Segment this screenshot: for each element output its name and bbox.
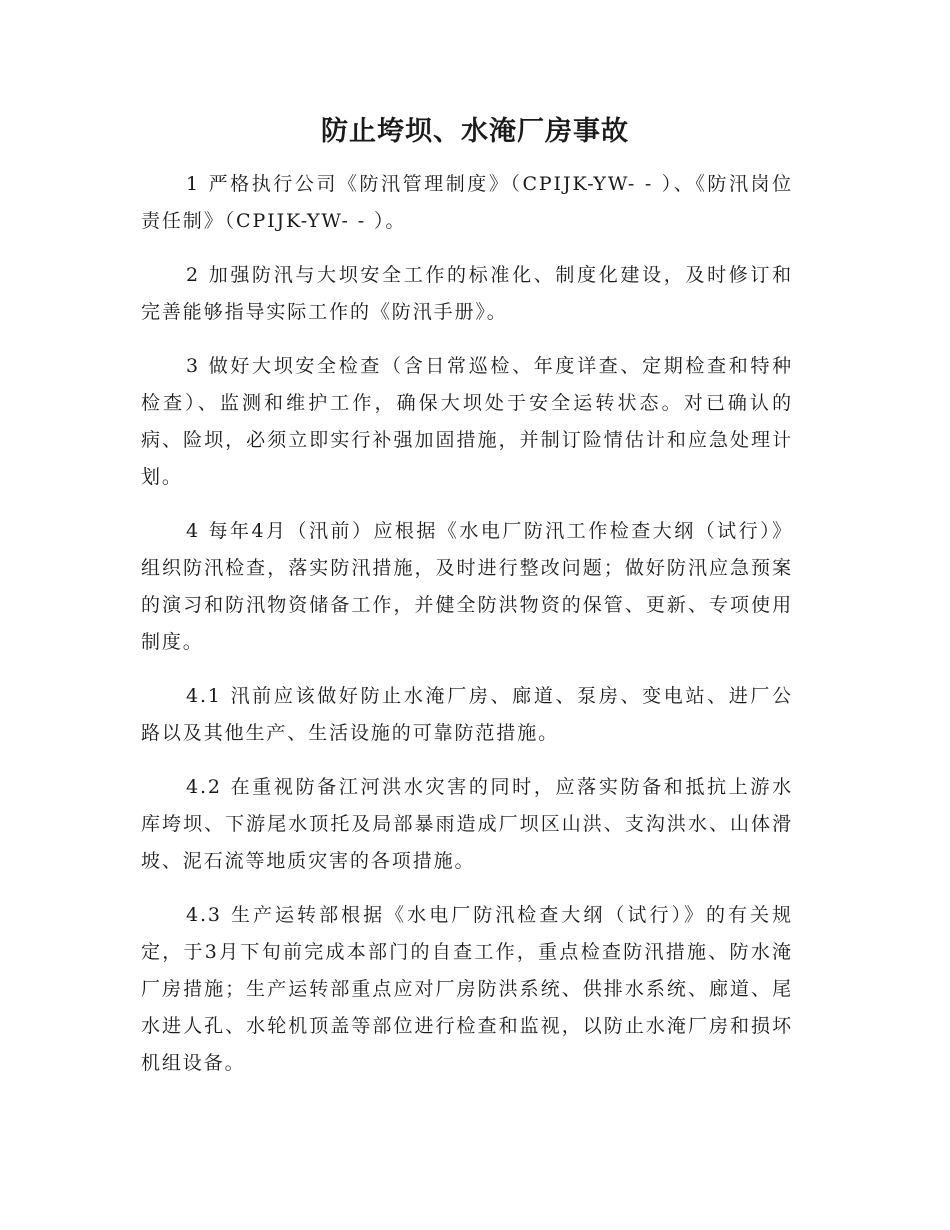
paragraph-2: 2 加强防汛与大坝安全工作的标准化、制度化建设，及时修订和完善能够指导实际工作的《防汛手册》。 [141, 264, 793, 323]
paragraph-4-1: 4.1 汛前应该做好防止水淹厂房、廊道、泵房、变电站、进厂公路以及其他生产、生活设施的可靠防范措施。 [141, 685, 793, 744]
paragraph-3: 3 做好大坝安全检查（含日常巡检、年度详查、定期检查和特种检查）、监测和维护工作，确保大坝处于安全运转状态。对已确认的病、险坝，必须立即实行补强加固措施，并制订险情估计和应急处理计划。 [141, 355, 793, 488]
paragraph-4-2: 4.2 在重视防备江河洪水灾害的同时，应落实防备和抵抗上游水库垮坝、下游尾水顶托及局部暴雨造成厂坝区山洪、支沟洪水、山体滑坡、泥石流等地质灾害的各项措施。 [141, 776, 793, 872]
paragraph-4-3: 4.3 生产运转部根据《水电厂防汛检查大纲（试行）》的有关规定，于3月下旬前完成本部门的自查工作，重点检查防汛措施、防水淹厂房措施；生产运转部重点应对厂房防洪系统、供排水系统、廊道、尾水进人孔、水轮机顶盖等部位进行检查和监视，以防止水淹厂房和损坏机组设备。 [141, 904, 793, 1074]
paragraph-4: 4 每年4月（汛前）应根据《水电厂防汛工作检查大纲（试行）》组织防汛检查，落实防汛措施，及时进行整改问题；做好防汛应急预案的演习和防汛物资储备工作，并健全防洪物资的保管、更新、专项使用制度。 [141, 520, 793, 653]
document-body [141, 166, 793, 1099]
paragraph-1: 1 严格执行公司《防汛管理制度》（CPIJK-YW- - ）、《防汛岗位责任制》（CPIJK-YW- - ）。 [141, 173, 793, 232]
document-title: 防止垮坝、水淹厂房事故 [321, 116, 629, 147]
